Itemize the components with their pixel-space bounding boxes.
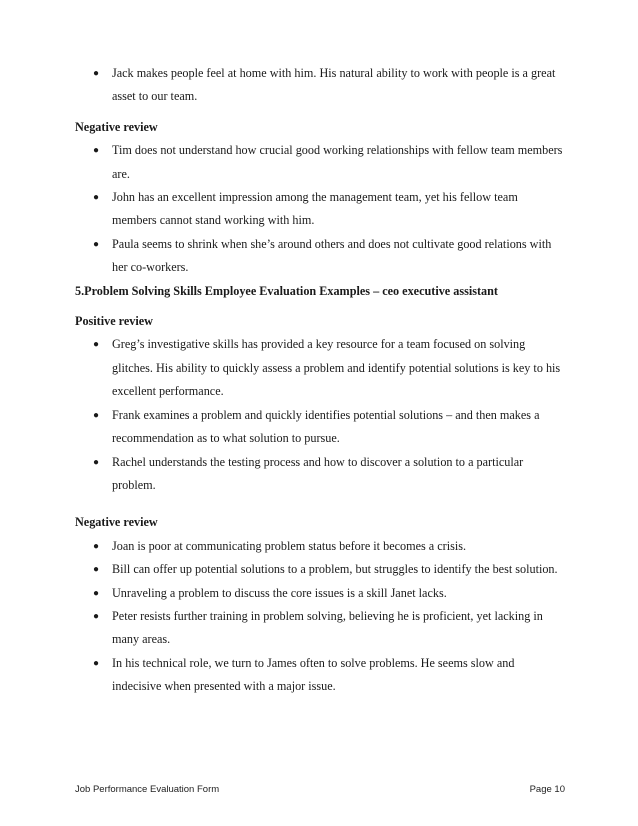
list-item bbox=[75, 605, 565, 652]
list-item bbox=[75, 451, 565, 498]
bullet-icon: ● bbox=[93, 564, 100, 576]
intro-bullet-list bbox=[75, 62, 565, 109]
bullet-icon: ● bbox=[93, 610, 100, 622]
bullet-icon: ● bbox=[93, 409, 100, 421]
list-item bbox=[75, 652, 565, 699]
footer-document-title: Job Performance Evaluation Form bbox=[75, 784, 220, 795]
list-item bbox=[75, 333, 565, 403]
list-item-text: Joan is poor at communicating problem status before it becomes a crisis. bbox=[112, 538, 467, 553]
list-item-text: In his technical role, we turn to James often to solve problems. He seems slow and indecisive when presented with a major issue. bbox=[112, 655, 515, 694]
footer-page-number: Page 10 bbox=[529, 784, 565, 795]
list-item-text: Frank examines a problem and quickly identifies potential solutions – and then makes a recommendation as to what solution to pursue. bbox=[112, 407, 540, 446]
bullet-icon: ● bbox=[93, 68, 100, 79]
section-heading-negative-review-2: Negative review bbox=[75, 515, 158, 530]
list-item-text: Jack makes people feel at home with him. His natural ability to work with people is a great asset to our team. bbox=[112, 66, 556, 104]
list-item-text: Peter resists further training in problem solving, believing he is proficient, yet lacking in many areas. bbox=[112, 608, 543, 647]
list-item bbox=[75, 558, 565, 581]
list-item bbox=[75, 233, 565, 280]
page-content bbox=[75, 62, 565, 699]
section-title: 5.Problem Solving Skills Employee Evaluation Examples – ceo executive assistant bbox=[75, 283, 498, 298]
list-item-text: John has an excellent impression among the management team, yet his fellow team members cannot stand working with him. bbox=[112, 190, 518, 228]
positive-review-list bbox=[75, 333, 565, 497]
bullet-icon: ● bbox=[93, 339, 100, 351]
bullet-icon: ● bbox=[93, 587, 100, 599]
list-item bbox=[75, 404, 565, 451]
bullet-icon: ● bbox=[93, 238, 100, 250]
list-item bbox=[75, 535, 565, 558]
negative-review-list bbox=[75, 139, 565, 279]
list-item-text: Tim does not understand how crucial good working relationships with fellow team members are. bbox=[112, 143, 563, 181]
list-item-text: Paula seems to shrink when she’s around others and does not cultivate good relations with her co-workers. bbox=[112, 236, 552, 275]
list-item bbox=[75, 139, 565, 186]
section-heading-negative-review: Negative review bbox=[75, 119, 158, 134]
list-item bbox=[75, 582, 565, 605]
list-item bbox=[75, 62, 565, 109]
bullet-icon: ● bbox=[93, 540, 100, 552]
bullet-icon: ● bbox=[93, 192, 100, 204]
list-item bbox=[75, 186, 565, 233]
list-item-text: Unraveling a problem to discuss the core issues is a skill Janet lacks. bbox=[112, 585, 447, 600]
bullet-icon: ● bbox=[93, 657, 100, 669]
section-heading-positive-review: Positive review bbox=[75, 314, 153, 329]
list-item-text: Bill can offer up potential solutions to a problem, but struggles to identify the best solution. bbox=[112, 562, 558, 577]
bullet-icon: ● bbox=[93, 145, 100, 157]
list-item-text: Greg’s investigative skills has provided a key resource for a team focused on solving glitches. His ability to quickly assess a problem and identify potential solutions is key to his excellent performance. bbox=[112, 337, 561, 399]
bullet-icon: ● bbox=[93, 456, 100, 468]
list-item-text: Rachel understands the testing process and how to discover a solution to a particular problem. bbox=[112, 454, 524, 492]
negative-review-list-2 bbox=[75, 535, 565, 699]
